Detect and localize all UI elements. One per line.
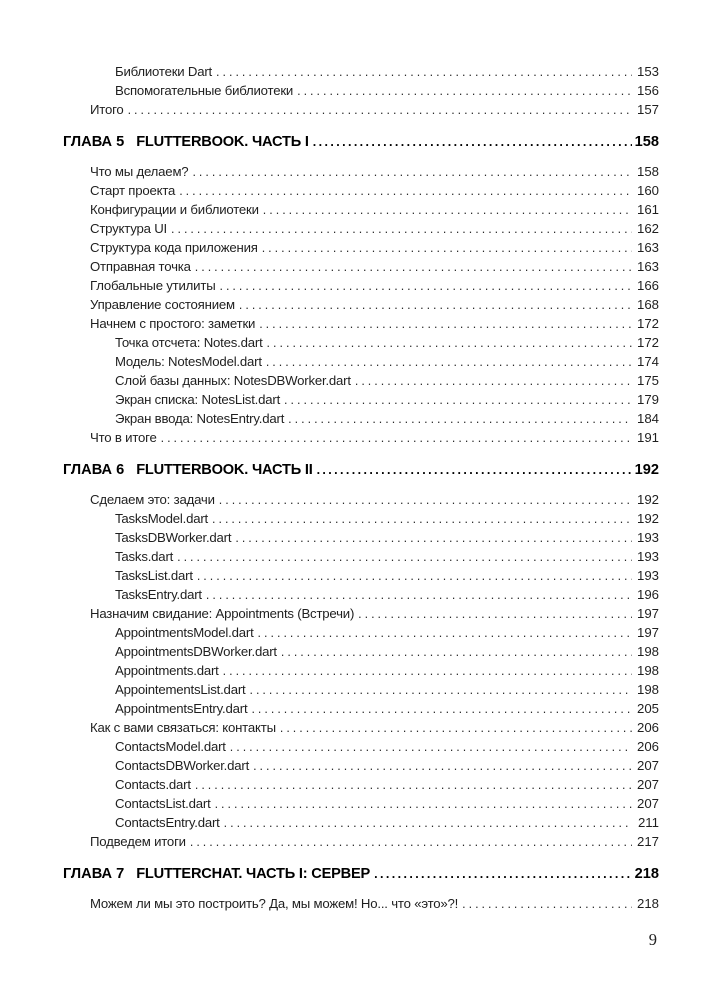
dot-leader bbox=[266, 354, 632, 369]
entry-page: 193 bbox=[636, 568, 659, 583]
entry-page: 193 bbox=[636, 530, 659, 545]
entry-page: 161 bbox=[636, 202, 659, 217]
entry-page: 197 bbox=[636, 606, 659, 621]
toc-entry bbox=[63, 335, 659, 354]
entry-page: 184 bbox=[636, 411, 659, 426]
toc-entry bbox=[63, 701, 659, 720]
dot-leader bbox=[219, 492, 632, 507]
entry-page: 174 bbox=[636, 354, 659, 369]
entry-label: Начнем с простого: заметки bbox=[90, 316, 256, 331]
entry-label: Можем ли мы это построить? Да, мы можем! Но... что «это»?! bbox=[90, 896, 459, 911]
entry-label: Итого bbox=[90, 102, 124, 117]
toc-entry bbox=[63, 278, 659, 297]
entry-page: 156 bbox=[636, 83, 659, 98]
dot-leader bbox=[317, 462, 632, 478]
toc-entry bbox=[63, 492, 659, 511]
toc-entry bbox=[63, 815, 659, 834]
dot-leader bbox=[212, 511, 632, 526]
entry-label: TasksModel.dart bbox=[115, 511, 209, 526]
entry-label: Что мы делаем? bbox=[90, 164, 189, 179]
entry-page: 175 bbox=[636, 373, 659, 388]
entry-label: Точка отсчета: Notes.dart bbox=[115, 335, 263, 350]
entry-label: Назначим свидание: Appointments (Встречи) bbox=[90, 606, 355, 621]
dot-leader bbox=[284, 392, 632, 407]
dot-leader bbox=[288, 411, 632, 426]
entry-label: AppointmentsEntry.dart bbox=[115, 701, 248, 716]
entry-page: 163 bbox=[636, 240, 659, 255]
toc-entry bbox=[63, 758, 659, 777]
entry-label: Конфигурации и библиотеки bbox=[90, 202, 259, 217]
entry-label: Отправная точка bbox=[90, 259, 191, 274]
entry-page: 192 bbox=[634, 462, 659, 478]
toc-entry bbox=[63, 682, 659, 701]
entry-page: 158 bbox=[636, 164, 659, 179]
dot-leader bbox=[230, 739, 632, 754]
dot-leader bbox=[128, 102, 632, 117]
entry-label: ContactsList.dart bbox=[115, 796, 211, 811]
chapter-number: ГЛАВА 6 bbox=[63, 462, 125, 478]
dot-leader bbox=[239, 297, 632, 312]
entry-label: Tasks.dart bbox=[115, 549, 174, 564]
toc-entry bbox=[63, 240, 659, 259]
entry-page: 197 bbox=[636, 625, 659, 640]
dot-leader bbox=[374, 866, 632, 882]
chapter-title: FLUTTERBOOK. ЧАСТЬ II bbox=[136, 462, 313, 478]
toc-entry bbox=[63, 644, 659, 663]
chapter-heading bbox=[63, 134, 659, 156]
dot-leader bbox=[259, 316, 632, 331]
entry-page: 192 bbox=[636, 492, 659, 507]
entry-page: 163 bbox=[636, 259, 659, 274]
table-of-contents bbox=[63, 64, 659, 915]
chapter-title: FLUTTERCHAT. ЧАСТЬ I: СЕРВЕР bbox=[136, 866, 371, 882]
dot-leader bbox=[358, 606, 632, 621]
entry-page: 207 bbox=[636, 777, 659, 792]
toc-entry bbox=[63, 64, 659, 83]
entry-page: 172 bbox=[636, 335, 659, 350]
dot-leader bbox=[206, 587, 632, 602]
dot-leader bbox=[161, 430, 632, 445]
entry-label: Библиотеки Dart bbox=[115, 64, 213, 79]
entry-label: Appointments.dart bbox=[115, 663, 219, 678]
toc-entry bbox=[63, 777, 659, 796]
entry-label: Подведем итоги bbox=[90, 834, 186, 849]
entry-page: 168 bbox=[636, 297, 659, 312]
entry-page: 207 bbox=[636, 758, 659, 773]
toc-entry bbox=[63, 202, 659, 221]
dot-leader bbox=[177, 549, 632, 564]
toc-entry bbox=[63, 316, 659, 335]
chapter-heading bbox=[63, 462, 659, 484]
toc-entry bbox=[63, 606, 659, 625]
entry-label: TasksList.dart bbox=[115, 568, 193, 583]
entry-page: 205 bbox=[636, 701, 659, 716]
page-number: 9 bbox=[648, 930, 657, 949]
chapter-number: ГЛАВА 5 bbox=[63, 134, 125, 150]
entry-page: 198 bbox=[636, 663, 659, 678]
dot-leader bbox=[267, 335, 632, 350]
dot-leader bbox=[195, 259, 632, 274]
entry-label: Слой базы данных: NotesDBWorker.dart bbox=[115, 373, 351, 388]
entry-page: 158 bbox=[634, 134, 659, 150]
dot-leader bbox=[249, 682, 632, 697]
chapter-number: ГЛАВА 7 bbox=[63, 866, 125, 882]
toc-entry bbox=[63, 83, 659, 102]
entry-label: AppointementsList.dart bbox=[115, 682, 246, 697]
dot-leader bbox=[219, 278, 632, 293]
entry-page: 198 bbox=[636, 644, 659, 659]
entry-label: ContactsModel.dart bbox=[115, 739, 226, 754]
entry-page: 218 bbox=[634, 866, 659, 882]
dot-leader bbox=[197, 568, 632, 583]
entry-label: AppointmentsModel.dart bbox=[115, 625, 254, 640]
entry-label: TasksDBWorker.dart bbox=[115, 530, 232, 545]
toc-entry bbox=[63, 411, 659, 430]
entry-label: Вспомогательные библиотеки bbox=[115, 83, 294, 98]
entry-label: Экран ввода: NotesEntry.dart bbox=[115, 411, 285, 426]
dot-leader bbox=[195, 777, 632, 792]
dot-leader bbox=[313, 134, 632, 150]
dot-leader bbox=[258, 625, 632, 640]
entry-page: 193 bbox=[636, 549, 659, 564]
entry-page: 157 bbox=[636, 102, 659, 117]
chapter-title: FLUTTERBOOK. ЧАСТЬ I bbox=[136, 134, 309, 150]
toc-entry bbox=[63, 549, 659, 568]
entry-page: 218 bbox=[636, 896, 659, 911]
dot-leader bbox=[223, 663, 632, 678]
toc-entry bbox=[63, 625, 659, 644]
dot-leader bbox=[171, 221, 632, 236]
toc-entry bbox=[63, 102, 659, 121]
entry-page: 196 bbox=[636, 587, 659, 602]
entry-page: 206 bbox=[636, 739, 659, 754]
dot-leader bbox=[297, 83, 632, 98]
dot-leader bbox=[235, 530, 632, 545]
dot-leader bbox=[215, 796, 632, 811]
entry-label: Модель: NotesModel.dart bbox=[115, 354, 262, 369]
toc-entry bbox=[63, 834, 659, 853]
entry-page: 211 bbox=[637, 815, 659, 830]
entry-label: Экран списка: NotesList.dart bbox=[115, 392, 281, 407]
entry-page: 153 bbox=[636, 64, 659, 79]
entry-page: 191 bbox=[636, 430, 659, 445]
dot-leader bbox=[281, 644, 632, 659]
toc-entry bbox=[63, 183, 659, 202]
entry-label: Сделаем это: задачи bbox=[90, 492, 215, 507]
dot-leader bbox=[280, 720, 632, 735]
entry-label: TasksEntry.dart bbox=[115, 587, 202, 602]
toc-entry bbox=[63, 587, 659, 606]
dot-leader bbox=[462, 896, 632, 911]
dot-leader bbox=[355, 373, 632, 388]
dot-leader bbox=[224, 815, 632, 830]
toc-entry bbox=[63, 530, 659, 549]
dot-leader bbox=[262, 240, 632, 255]
toc-entry bbox=[63, 511, 659, 530]
dot-leader bbox=[179, 183, 632, 198]
toc-entry bbox=[63, 297, 659, 316]
toc-entry bbox=[63, 896, 659, 915]
chapter-heading bbox=[63, 866, 659, 888]
toc-entry bbox=[63, 430, 659, 449]
toc-entry bbox=[63, 568, 659, 587]
entry-label: Contacts.dart bbox=[115, 777, 191, 792]
entry-label: Управление состоянием bbox=[90, 297, 235, 312]
toc-entry bbox=[63, 354, 659, 373]
entry-label: AppointmentsDBWorker.dart bbox=[115, 644, 277, 659]
dot-leader bbox=[190, 834, 632, 849]
entry-label: ContactsDBWorker.dart bbox=[115, 758, 250, 773]
toc-entry bbox=[63, 720, 659, 739]
entry-page: 172 bbox=[636, 316, 659, 331]
dot-leader bbox=[216, 64, 632, 79]
entry-label: ContactsEntry.dart bbox=[115, 815, 220, 830]
entry-page: 192 bbox=[636, 511, 659, 526]
entry-label: Структура кода приложения bbox=[90, 240, 258, 255]
entry-page: 160 bbox=[636, 183, 659, 198]
entry-page: 166 bbox=[636, 278, 659, 293]
entry-label: Структура UI bbox=[90, 221, 168, 236]
toc-entry bbox=[63, 373, 659, 392]
entry-label: Старт проекта bbox=[90, 183, 176, 198]
dot-leader bbox=[192, 164, 632, 179]
entry-page: 207 bbox=[636, 796, 659, 811]
toc-entry bbox=[63, 221, 659, 240]
entry-page: 179 bbox=[636, 392, 659, 407]
entry-label: Глобальные утилиты bbox=[90, 278, 216, 293]
entry-label: Что в итоге bbox=[90, 430, 157, 445]
toc-entry bbox=[63, 796, 659, 815]
dot-leader bbox=[263, 202, 632, 217]
toc-entry bbox=[63, 392, 659, 411]
dot-leader bbox=[251, 701, 632, 716]
toc-entry bbox=[63, 164, 659, 183]
entry-label: Как с вами связаться: контакты bbox=[90, 720, 276, 735]
entry-page: 206 bbox=[636, 720, 659, 735]
toc-entry bbox=[63, 259, 659, 278]
entry-page: 217 bbox=[636, 834, 659, 849]
entry-page: 162 bbox=[636, 221, 659, 236]
entry-page: 198 bbox=[636, 682, 659, 697]
toc-entry bbox=[63, 739, 659, 758]
toc-entry bbox=[63, 663, 659, 682]
dot-leader bbox=[253, 758, 632, 773]
